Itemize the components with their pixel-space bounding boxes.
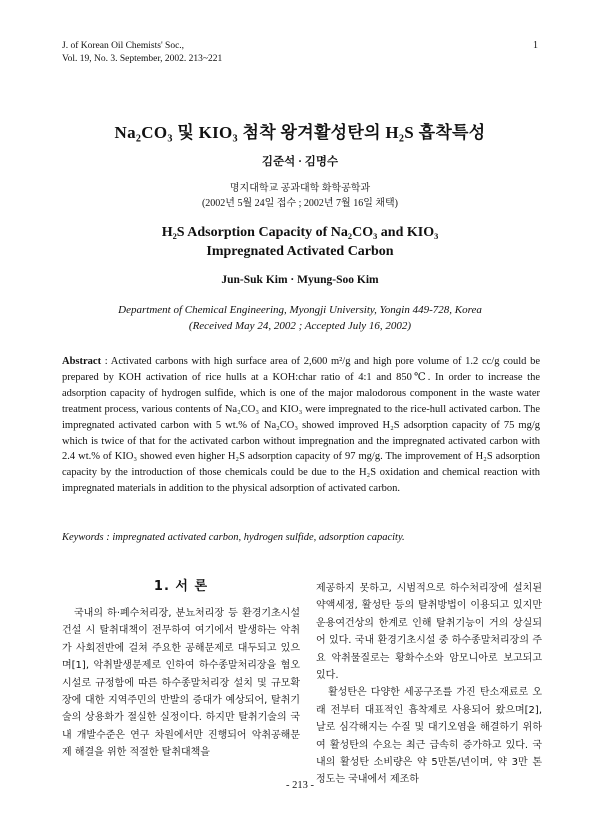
right-column-paragraph-2: 활성탄은 다양한 세공구조를 가진 탄소재료로 오래 전부터 대표적인 흡착제로 사용되어 왔으며[2], 날로 심각해지는 수질 및 대기오염을 해결하기 위하여 활성탄의 수요는 최근 급속히 증가하고 있다. 국내의 활성탄 소비량은 약 5만톤/년이며, 약 3만 톤 정도는 국내에서 제조하 (316, 687, 542, 786)
affiliation-line: 명지대학교 공과대학 화학공학과 (229, 183, 371, 194)
authors-english: Jun-Suk Kim · Myung-Soo Kim (221, 274, 379, 286)
journal-citation (62, 40, 222, 65)
department-english (0, 302, 600, 334)
journal-line-2: Vol. 19, No. 3. September, 2002. 213~221 (62, 53, 223, 64)
page-number-bottom: - 213 - (286, 780, 314, 791)
keywords: Keywords : impregnated activated carbon, hydrogen sulfide, adsorption capacity. (62, 532, 405, 543)
journal-line-1: J. of Korean Oil Chemists' Soc., (62, 41, 185, 51)
left-column (62, 605, 300, 762)
received-line: (Received May 24, 2002 ; Accepted July 16, 2002) (188, 320, 412, 332)
right-column-paragraph-1: 제공하지 못하고, 시범적으로 하수처리장에 설치된 약액세정, 활성탄 등의 탈취방법이 이용되고 있지만 운용여건상의 한계로 인해 탈취기능이 거의 상실되어 있다. 국내 환경기초시설 중 하수종말처리장의 주요 악취물질로는 황화수소와 암모니아로 보고되고 있다. (316, 583, 542, 682)
left-column-paragraph: 국내의 하·폐수처리장, 분뇨처리장 등 환경기초시설 건설 시 탈취대책이 전무하여 여기에서 발생하는 악취가 사회전반에 걸쳐 주요한 공해문제로 대두되고 있으며[1], 악취발생문제로 인하여 하수종말처리장을 혐오시설로 규정함에 따른 하수종말처리장 설치 및 규모확장에 대한 지역주민의 반발의 증대가 예상되어, 탈취기술의 상용화가 절실한 실정이다. 하지만 탈취기술의 국내 개발수준은 연구 차원에서만 진행되어 악취공해문제 해결을 위한 적절한 탈취대책을 (62, 608, 300, 759)
department-line: Department of Chemical Engineering, Myongji University, Yongin 449-728, Korea (118, 304, 482, 316)
title-english-line-1: H₂S Adsorption Capacity of Na₂CO₃ and KIO₃ (161, 225, 439, 240)
section-heading-introduction: 1. 서 론 (153, 579, 209, 594)
title-english (0, 223, 600, 261)
abstract (62, 354, 540, 497)
page-number-top: 1 (533, 40, 538, 51)
authors-korean: 김준석 · 김명수 (261, 156, 339, 168)
right-column (316, 580, 542, 789)
dates-line: (2002년 5월 24일 접수 ; 2002년 7월 16일 채택) (201, 198, 399, 209)
title-korean: Na₂CO₃ 및 KIO₃ 첨착 왕겨활성탄의 H₂S 흡착특성 (114, 123, 486, 142)
abstract-body: : Activated carbons with high surface area of 2,600 m²/g and high pore volume of 1.2 cc/g could be prepared by KOH activation of rice hulls at a KOH:char ratio of 4:1 and 850℃. In order to increase the adsorption capacity of hydrogen sulfide, which is one of the major malodorous component in the waste water treatment process, various contents of Na₂CO₃ and KIO₃ were impregnated to the rice-hull activated carbon. The impregnated activated carbon with 5 wt.% of Na₂CO₃ showed improved H₂S adsorption capacity of 75 mg/g which is twice of that for the activated carbon without impregnation and the impregnated activated carbon with 2.4 wt.% of KIO₃ showed even higher H₂S adsorption capacity of 97 mg/g. The improvement of H₂S adsorption capacity by the introduction of those chemicals could be due to the H₂S oxidation and chemical reaction with impregnated materials in addition to the physical adsorption of activated carbon. (62, 356, 540, 495)
affiliation-korean (0, 181, 600, 211)
abstract-label: Abstract (62, 356, 102, 367)
title-english-line-2: Impregnated Activated Carbon (206, 244, 394, 259)
